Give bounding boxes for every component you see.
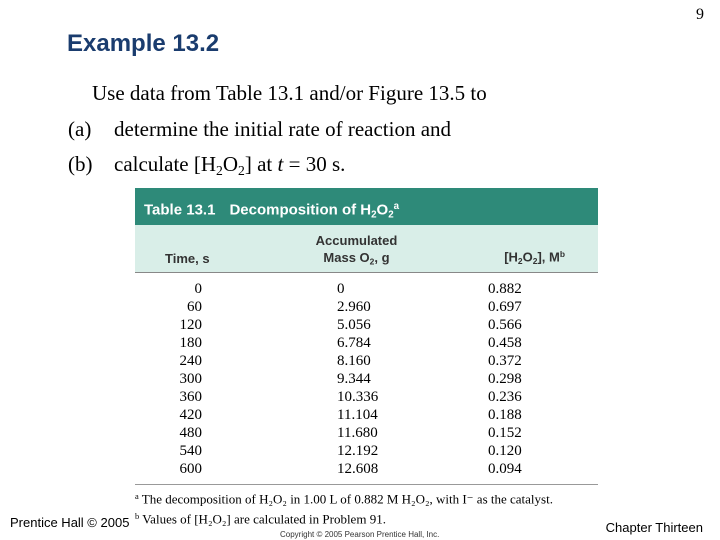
- table-row: [135, 388, 598, 406]
- conc-sub2: 2: [532, 256, 538, 266]
- table-row: [135, 442, 598, 460]
- table-row: [135, 298, 598, 316]
- cell-mass: 5.056: [337, 317, 371, 333]
- caption-mid: O: [376, 201, 389, 219]
- cell-mass: 6.784: [337, 335, 371, 351]
- cell-time: 180: [179, 335, 202, 351]
- part-b-after: ] at: [244, 152, 278, 176]
- footnote-a-mark: a: [135, 491, 139, 501]
- cell-time: 420: [179, 407, 202, 423]
- column-header-time: Time, s: [165, 251, 210, 266]
- table-row: [135, 334, 598, 352]
- cell-concentration: 0.566: [488, 317, 522, 333]
- cell-concentration: 0.298: [488, 371, 522, 387]
- cell-mass: 10.336: [337, 389, 379, 405]
- table-row: [135, 316, 598, 334]
- footnote-b-text: Values of [H₂O₂] are calculated in Problem 91.: [142, 511, 386, 527]
- table-row: [135, 352, 598, 370]
- instruction-part-a: [68, 117, 451, 142]
- cell-time: 480: [179, 425, 202, 441]
- footer-publisher: Prentice Hall © 2005: [10, 515, 130, 530]
- cell-concentration: 0.458: [488, 335, 522, 351]
- footnote-a-text: The decomposition of H₂O₂ in 1.00 L of 0.882 M H₂O₂, with I⁻ as the catalyst.: [141, 491, 553, 507]
- mass-suffix: , g: [374, 250, 390, 265]
- table-caption-prefix: Decomposition of H: [229, 201, 372, 219]
- conc-mid: O: [522, 249, 533, 265]
- mass-sub: 2: [369, 256, 375, 267]
- table-number: Table 13.1: [144, 201, 216, 219]
- cell-concentration: 0.882: [488, 281, 522, 297]
- part-b-label: (b): [68, 152, 93, 176]
- conc-sup: b: [559, 248, 565, 259]
- cell-time: 300: [179, 371, 202, 387]
- cell-mass: 0: [337, 281, 345, 297]
- cell-mass: 11.680: [337, 425, 378, 441]
- conc-prefix: [H: [504, 249, 518, 265]
- table-footer-rule: [135, 484, 598, 485]
- cell-time: 0: [194, 281, 202, 297]
- cell-mass: 12.192: [337, 443, 379, 459]
- cell-concentration: 0.236: [488, 389, 522, 405]
- footnote-b: [135, 511, 386, 528]
- table-row: [135, 460, 598, 478]
- caption-sup: a: [393, 201, 400, 212]
- cell-mass: 8.160: [337, 353, 371, 369]
- cell-time: 540: [179, 443, 202, 459]
- instruction-part-b: [68, 152, 345, 179]
- table-row: [135, 424, 598, 442]
- slide-title: Example 13.2: [67, 30, 220, 57]
- copyright-notice: Copyright © 2005 Pearson Prentice Hall, Inc.: [280, 530, 440, 539]
- cell-concentration: 0.120: [488, 443, 522, 459]
- part-b-mid: O: [222, 152, 239, 176]
- cell-time: 120: [179, 317, 202, 333]
- part-b-sub1: 2: [216, 163, 223, 179]
- table-column-headers: [135, 225, 598, 273]
- table-row: [135, 370, 598, 388]
- cell-concentration: 0.152: [488, 425, 522, 441]
- part-b-suffix: = 30 s.: [283, 152, 346, 176]
- table-caption: [135, 188, 598, 225]
- cell-time: 600: [179, 461, 202, 477]
- part-a-text: determine the initial rate of reaction and: [114, 117, 452, 141]
- cell-concentration: 0.188: [488, 407, 522, 423]
- footnote-a: [135, 491, 553, 508]
- part-b-sub2: 2: [238, 163, 245, 179]
- column-header-concentration: [504, 249, 565, 266]
- cell-concentration: 0.094: [488, 461, 522, 477]
- footer-chapter: Chapter Thirteen: [605, 520, 703, 535]
- cell-concentration: 0.372: [488, 353, 522, 369]
- conc-suffix: ], M: [537, 249, 560, 265]
- table-row: [135, 280, 598, 298]
- caption-sub2: 2: [388, 209, 394, 221]
- cell-mass: 12.608: [337, 461, 379, 477]
- footnote-b-mark: b: [135, 511, 140, 521]
- cell-time: 240: [179, 353, 202, 369]
- part-b-prefix: calculate [H: [114, 152, 217, 176]
- cell-time: 360: [179, 389, 202, 405]
- mass-prefix: Mass O: [323, 250, 370, 265]
- caption-sub1: 2: [371, 209, 377, 221]
- column-header-mass-line1: Accumulated: [315, 233, 398, 248]
- page-number: 9: [696, 6, 704, 23]
- part-a-label: (a): [68, 117, 92, 141]
- instruction-intro: Use data from Table 13.1 and/or Figure 13.5 to: [92, 81, 487, 105]
- cell-mass: 11.104: [337, 407, 378, 423]
- cell-time: 60: [187, 299, 202, 315]
- part-b-variable: t: [277, 152, 284, 176]
- column-header-mass-line2: [316, 249, 398, 271]
- table-row: [135, 406, 598, 424]
- data-table: [135, 188, 598, 527]
- cell-mass: 9.344: [337, 371, 371, 387]
- cell-concentration: 0.697: [488, 299, 522, 315]
- table-body: [135, 273, 598, 478]
- cell-mass: 2.960: [337, 299, 371, 315]
- conc-sub1: 2: [517, 256, 523, 266]
